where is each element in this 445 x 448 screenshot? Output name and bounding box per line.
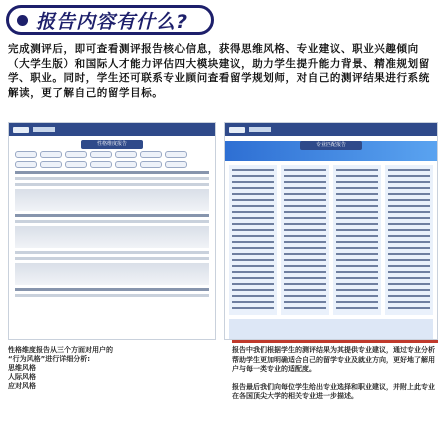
trait-cell [40, 161, 62, 168]
trait-cell [140, 161, 162, 168]
caption-line: 思维风格 [8, 364, 36, 372]
trait-grid [15, 151, 209, 168]
caption-line: 应对风格 [8, 382, 36, 390]
text-line [15, 214, 209, 217]
screenshot-header-bar [9, 123, 215, 136]
major-column [229, 165, 277, 315]
caption-paragraph: 报告最后我们向每位学生给出专业选择和职业建议，并附上此专业在各国顶尖大学的相关专业进一步描述。 [232, 382, 435, 400]
major-column [385, 165, 433, 315]
major-column [333, 165, 381, 315]
text-line [15, 183, 209, 186]
trait-cell [115, 151, 137, 158]
caption-line: “行为风格”进行详细分析: [8, 355, 91, 363]
text-line [15, 220, 209, 223]
trait-cell [15, 161, 37, 168]
logo-icon [13, 127, 29, 133]
divider [232, 340, 438, 343]
trait-cell [40, 151, 62, 158]
report-footer [229, 319, 433, 339]
trait-cell [65, 151, 87, 158]
caption-line: 人际风格 [8, 373, 36, 381]
personality-report-screenshot [8, 122, 216, 340]
section-header [6, 5, 214, 35]
trait-cell [165, 151, 187, 158]
section-title: 报告内容有什么? [36, 10, 189, 33]
trait-cell [140, 151, 162, 158]
text-line [15, 288, 209, 291]
major-caption [232, 346, 440, 402]
logo-text-placeholder [33, 127, 55, 132]
major-report-screenshot [224, 122, 438, 340]
text-line [15, 257, 209, 260]
caption-line: 性格维度报告从三个方面对用户的 [8, 346, 113, 354]
screenshot-header-bar [225, 123, 437, 136]
trait-cell [15, 151, 37, 158]
report-banner [225, 141, 437, 161]
intro-paragraph: 完成测评后，即可查看测评报告核心信息，获得思维风格、专业建议、职业兴趣倾向（大学生版）和国际人才能力评估四大模块建议，助力学生提升能力背景、精准规划留学、职业。同时，学生还可联系专业顾问查看留学规划师，对自己的测评结果进行系统解读，更了解自己的留学目标。 [8, 43, 430, 99]
trait-cell [90, 161, 112, 168]
text-line [15, 171, 209, 174]
trait-cell [65, 161, 87, 168]
text-line [15, 294, 209, 297]
personality-caption [8, 346, 188, 391]
content-block [15, 263, 209, 285]
major-column [281, 165, 329, 315]
screenshot-section-title: 性格维度报告 [81, 140, 143, 149]
trait-cell [165, 161, 187, 168]
trait-cell [115, 161, 137, 168]
logo-text-placeholder [249, 127, 271, 132]
content-block [15, 189, 209, 211]
text-line [15, 177, 209, 180]
caption-paragraph: 报告中我们根据学生的测评结果为其提供专业建议，通过专业分析帮助学生更加明确适合自己的留学专业及就业方向，更好地了解用户与每一类专业的适配度。 [232, 346, 435, 373]
logo-icon [229, 127, 245, 133]
bullet-dot-icon [17, 15, 28, 26]
content-block [15, 226, 209, 248]
text-line [15, 251, 209, 254]
screenshot-section-title: 专业匹配报告 [300, 141, 362, 150]
trait-cell [90, 151, 112, 158]
major-columns [225, 161, 437, 319]
